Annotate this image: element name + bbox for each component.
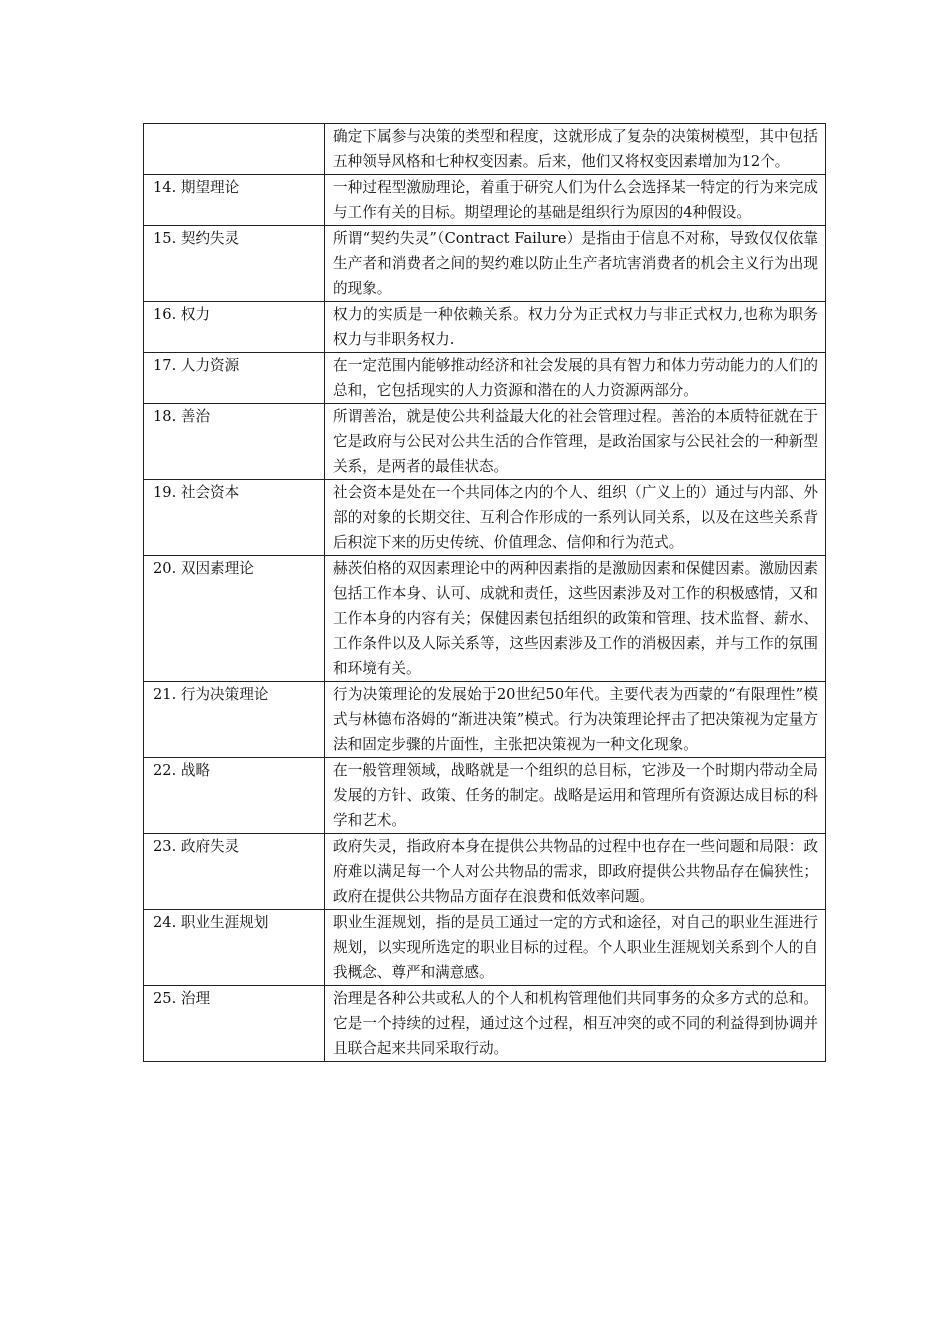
table-row — [144, 556, 826, 682]
table-row — [144, 758, 826, 834]
term-cell: 20. 双因素理论 — [144, 556, 325, 682]
term-cell: 17. 人力资源 — [144, 353, 325, 404]
table-row — [144, 910, 826, 986]
table-row — [144, 986, 826, 1062]
table-row — [144, 302, 826, 353]
term-cell: 22. 战略 — [144, 758, 325, 834]
definition-cell: 所谓善治，就是使公共利益最大化的社会管理过程。善治的本质特征就在于它是政府与公民对公共生活的合作管理，是政治国家与公民社会的一种新型关系，是两者的最佳状态。 — [325, 404, 826, 480]
term-cell: 24. 职业生涯规划 — [144, 910, 325, 986]
definition-cell: 社会资本是处在一个共同体之内的个人、组织（广义上的）通过与内部、外部的对象的长期交往、互利合作形成的一系列认同关系，以及在这些关系背后积淀下来的历史传统、价值理念、信仰和行为范式。 — [325, 480, 826, 556]
definition-cell: 权力的实质是一种依赖关系。权力分为正式权力与非正式权力,也称为职务权力与非职务权力. — [325, 302, 826, 353]
term-cell: 23. 政府失灵 — [144, 834, 325, 910]
definition-cell: 确定下属参与决策的类型和程度，这就形成了复杂的决策树模型，其中包括五种领导风格和七种权变因素。后来，他们又将权变因素增加为12个。 — [325, 124, 826, 175]
term-cell: 19. 社会资本 — [144, 480, 325, 556]
table-row — [144, 353, 826, 404]
term-cell: 15. 契约失灵 — [144, 226, 325, 302]
table-row — [144, 124, 826, 175]
definition-cell: 一种过程型激励理论，着重于研究人们为什么会选择某一特定的行为来完成与工作有关的目标。期望理论的基础是组织行为原因的4种假设。 — [325, 175, 826, 226]
definition-cell: 赫茨伯格的双因素理论中的两种因素指的是激励因素和保健因素。激励因素包括工作本身、认可、成就和责任，这些因素涉及对工作的积极感情，又和工作本身的内容有关；保健因素包括组织的政策和管理、技术监督、薪水、工作条件以及人际关系等，这些因素涉及工作的消极因素，并与工作的氛围和环境有关。 — [325, 556, 826, 682]
definition-cell: 治理是各种公共或私人的个人和机构管理他们共同事务的众多方式的总和。它是一个持续的过程，通过这个过程，相互冲突的或不同的利益得到协调并且联合起来共同采取行动。 — [325, 986, 826, 1062]
definition-cell: 政府失灵，指政府本身在提供公共物品的过程中也存在一些问题和局限：政府难以满足每一个人对公共物品的需求，即政府提供公共物品存在偏狭性；政府在提供公共物品方面存在浪费和低效率问题。 — [325, 834, 826, 910]
definition-cell: 职业生涯规划，指的是员工通过一定的方式和途径，对自己的职业生涯进行规划，以实现所选定的职业目标的过程。个人职业生涯规划关系到个人的自我概念、尊严和满意感。 — [325, 910, 826, 986]
table-row — [144, 480, 826, 556]
table-row — [144, 404, 826, 480]
term-cell: 16. 权力 — [144, 302, 325, 353]
definition-cell: 行为决策理论的发展始于20世纪50年代。主要代表为西蒙的“有限理性”模式与林德布洛姆的“渐进决策”模式。行为决策理论抨击了把决策视为定量方法和固定步骤的片面性，主张把决策视为一种文化现象。 — [325, 682, 826, 758]
term-cell: 18. 善治 — [144, 404, 325, 480]
term-cell: 25. 治理 — [144, 986, 325, 1062]
table-row — [144, 682, 826, 758]
glossary-table — [143, 123, 826, 1062]
table-row — [144, 226, 826, 302]
table-row — [144, 175, 826, 226]
term-cell — [144, 124, 325, 175]
definition-cell: 在一般管理领域，战略就是一个组织的总目标，它涉及一个时期内带动全局发展的方针、政策、任务的制定。战略是运用和管理所有资源达成目标的科学和艺术。 — [325, 758, 826, 834]
definition-cell: 在一定范围内能够推动经济和社会发展的具有智力和体力劳动能力的人们的总和，它包括现实的人力资源和潜在的人力资源两部分。 — [325, 353, 826, 404]
term-cell: 14. 期望理论 — [144, 175, 325, 226]
table-row — [144, 834, 826, 910]
definition-cell: 所谓“契约失灵”（Contract Failure）是指由于信息不对称，导致仅仅依靠生产者和消费者之间的契约难以防止生产者坑害消费者的机会主义行为出现的现象。 — [325, 226, 826, 302]
term-cell: 21. 行为决策理论 — [144, 682, 325, 758]
